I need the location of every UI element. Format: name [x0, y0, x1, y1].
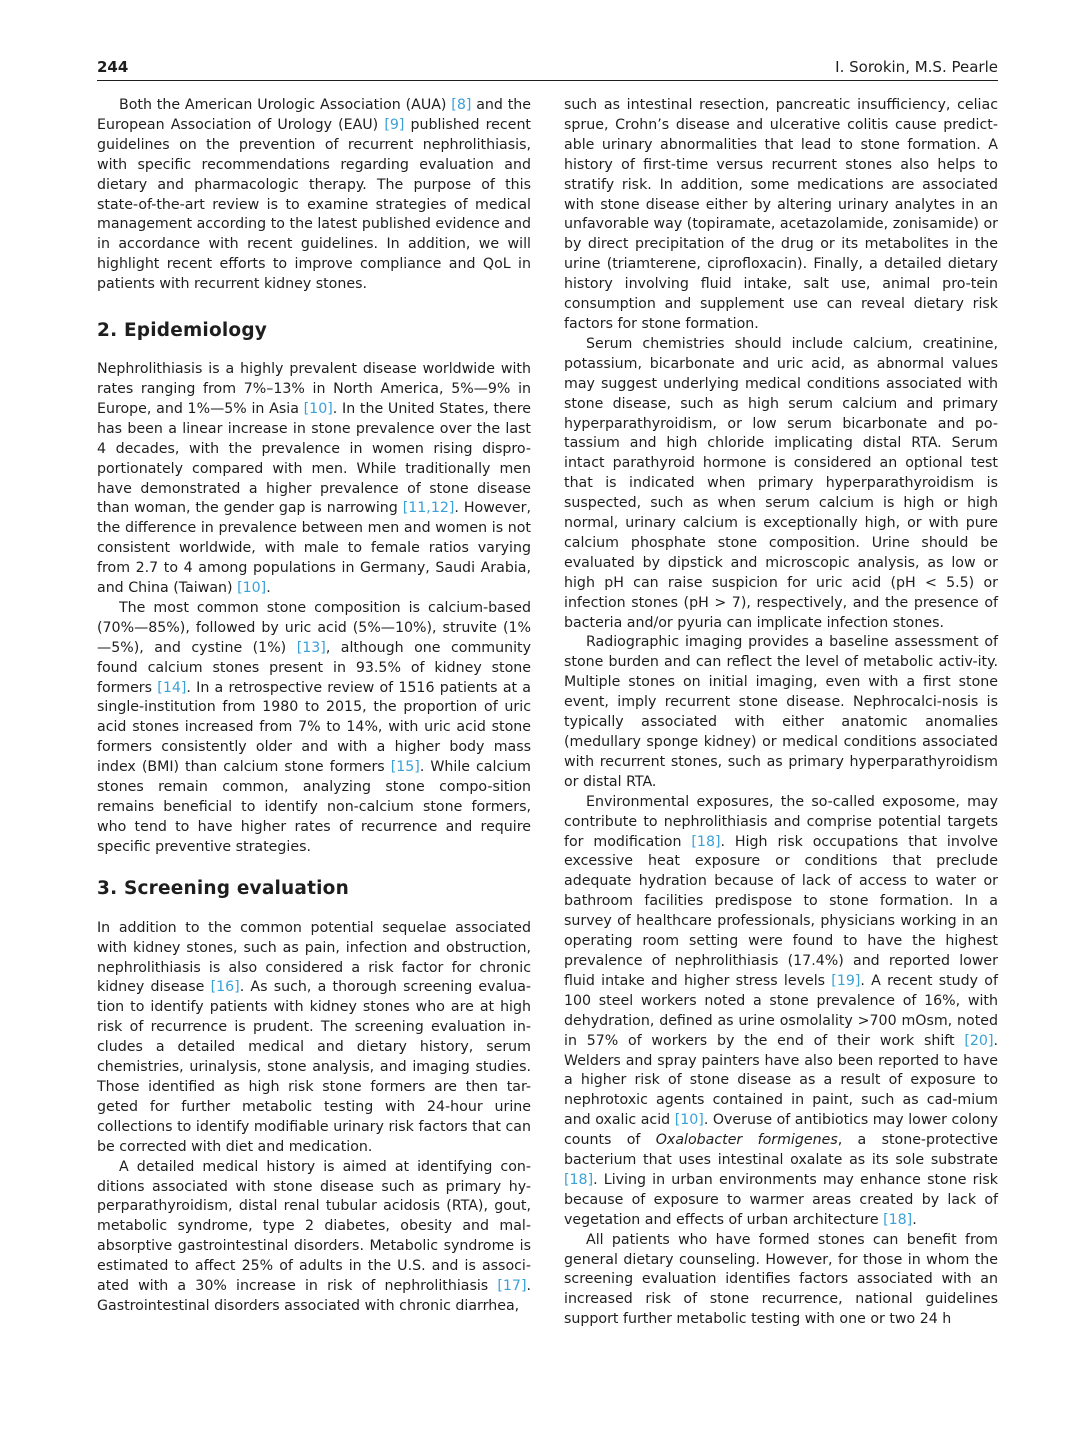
medical-history-continued-paragraph: such as intestinal resection, pancreatic insufficiency, celiac sprue, Crohn’s disease and ulcerative colitis cause predict-able urinary abnormalities that lead to stone formation. A history of first-time versus recurrent stones also helps to stratify risk. In addition, some medications are associated with stone disease either by altering urinary analytes in an unfavorable way (topiramate, acetazolamide, zonisamide) or by direct precipitation of the drug or its metabolites in the urine (triamterene, ciprofloxacin). Finally, a detailed dietary history involving fluid intake, salt use, animal pro-tein consumption and supplement use can reveal dietary risk factors for stone formation.	[564, 97, 998, 332]
epidemiology-paragraph-2: The most common stone composition is calcium-based (70%—85%), followed by uric acid (5%—10%), struvite (1%—5%), and cystine (1%) [13], although one community found calcium stones present in 93.5% of kidney stone formers [14]. In a retrospective review of 1516 patients at a single-institution from 1980 to 2015, the proportion of uric acid stones increased from 7% to 14%, with uric acid stone formers consistently older and with a higher body mass index (BMI) than calcium stone formers [15]. While calcium stones remain common, analyzing stone compo-sition remains beneficial to identify non-calcium stone formers, who tend to have higher rates of recurrence and require specific preventive strategies.	[97, 599, 531, 855]
citation-link[interactable]: [15]	[390, 759, 420, 776]
citation-link[interactable]: [19]	[831, 972, 861, 989]
citation-link[interactable]: [18]	[883, 1211, 913, 1228]
screening-paragraph-1: In addition to the common potential sequelae associated with kidney stones, such as pain, infection and obstruction, nephrolithiasis is also considered a risk factor for chronic kidney disease [16]. As such, a thorough screening evalua-tion to identify patients with kidney stones who are at high risk of recurrence is prudent. The screening evaluation in-cludes a detailed medical and dietary history, serum chemistries, urinalysis, stone analysis, and imaging studies. Those identified as high risk stone formers are then tar-geted for further metabolic testing with 24-hour urine collections to identify modifiable urinary risk factors that can be corrected with diet and medication.	[97, 919, 532, 1155]
citation-link[interactable]: [18]	[564, 1171, 594, 1188]
environmental-exposures-paragraph: Environmental exposures, the so-called exposome, may contribute to nephrolithiasis and comprise potential targets for modification [18]. High risk occupations that involve excessive heat exposure or conditions that preclude adequate hydration because of lack of access to water or bathroom facilities predispose to stone formation. In a survey of healthcare professionals, physicians working in an operating room setting were found to have the highest prevalence of nephrolithiasis (17.4%) and reported lower fluid intake and higher stress levels [19]. A recent study of 100 steel workers noted a stone prevalence of 16%, with dehydration, defined as urine osmolality >700 mOsm, noted in 57% of workers by the end of their work shift [20]. Welders and spray painters have also been reported to have a higher risk of stone disease as a result of exposure to nephrotoxic agents contained in paint, such as cad-mium and oxalic acid [10]. Overuse of antibiotics may lower colony counts of Oxalobacter formigenes, a stone-protective bacterium that uses intestinal oxalate as its sole substrate [18]. Living in urban environments may enhance stone risk because of exposure to warmer areas created by lack of vegetation and effects of urban architecture [18].	[564, 793, 998, 1228]
running-header-authors: I. Sorokin, M.S. Pearle	[835, 58, 998, 76]
serum-chemistries-paragraph: Serum chemistries should include calcium, creatinine, potassium, bicarbonate and uric acid, as abnormal values may suggest underlying medical conditions associated with stone disease, such as high serum calcium and primary hyperparathyroidism, or low serum bicarbonate and po-tassium and high chloride implicating distal RTA. Serum intact parathyroid hormone is considered an optional test that is indicated when primary hyperparathyroidism is suspected, such as when serum calcium is high or high normal, urinary calcium is exceptionally high, or with pure calcium phosphate stone composition. Urine should be evaluated by dipstick and microscopic analysis, as low or high pH can raise suspicion for uric acid (pH < 5.5) or infection stones (pH > 7), respectively, and the presence of bacteria and/or pyuria can implicate infection stones.	[564, 335, 998, 631]
citation-link[interactable]: [17]	[497, 1278, 527, 1295]
radiographic-imaging-paragraph: Radiographic imaging provides a baseline assessment of stone burden and can reflect the level of metabolic activ-ity. Multiple stones on initial imaging, even with a first stone event, imply recurrent stone disease. Nephrocalci-nosis is typically associated with either anatomic anomalies (medullary sponge kidney) or medical conditions associated with recurrent stones, such as primary hyperparathyroidism or distal RTA.	[564, 634, 998, 790]
citation-link[interactable]: [8]	[451, 97, 472, 113]
citation-link[interactable]: [16]	[210, 979, 240, 996]
section-heading-screening: 3. Screening evaluation	[97, 877, 349, 899]
intro-paragraph: Both the American Urologic Association (AUA) [8] and the European Association of Urology (EAU) [9] published recent guidelines on the prevention of recurrent nephrolithiasis, with specific recommendations regarding evaluation and dietary and pharmacologic therapy. The purpose of this state-of-the-art review is to examine strategies of medical management according to the latest published evidence and in accordance with recent guidelines. In addition, we will highlight recent efforts to improve compliance and QoL in patients with recurrent kidney stones.	[97, 97, 531, 293]
citation-link[interactable]: [10]	[674, 1112, 704, 1129]
citation-link[interactable]: [13]	[296, 639, 326, 656]
epidemiology-paragraph-1: Nephrolithiasis is a highly prevalent disease worldwide with rates ranging from 7%–13% in North America, 5%—9% in Europe, and 1%—5% in Asia [10]. In the United States, there has been a linear increase in stone prevalence over the last 4 decades, with the prevalence in women rising dispro-portionately compared with men. While traditionally men have demonstrated a higher prevalence of stone disease than woman, the gender gap is narrowing [11,12]. However, the difference in prevalence between men and women is not consistent worldwide, with male to female ratios varying from 2.7 to 4 among populations in Germany, Saudi Arabia, and China (Taiwan) [10].	[97, 361, 532, 597]
citation-link[interactable]: [10]	[303, 400, 333, 417]
screening-paragraph-2: A detailed medical history is aimed at identifying con-ditions associated with stone disease such as primary hy-perparathyroidism, distal renal tubular acidosis (RTA), gout, metabolic syndrome, type 2 diabetes, obesity and mal-absorptive gastrointestinal disorders. Metabolic syndrome is estimated to affect 25% of adults in the U.S. and is associ-ated with a 30% increase in risk of nephrolithiasis [17]. Gastrointestinal disorders associated with chronic diarrhea,	[97, 1158, 531, 1314]
dietary-counseling-paragraph: All patients who have formed stones can benefit from general dietary counseling. However, for those in whom the screening evaluation identifies factors associated with an increased risk of stone recurrence, national guidelines support further metabolic testing with one or two 24 h	[564, 1231, 998, 1328]
citation-link[interactable]: [18]	[691, 833, 721, 850]
section-heading-epidemiology: 2. Epidemiology	[97, 320, 268, 342]
header-rule	[97, 80, 998, 81]
citation-link[interactable]: [20]	[964, 1032, 994, 1049]
left-column	[97, 96, 531, 1317]
citation-link[interactable]: [10]	[237, 580, 267, 597]
page-number: 244	[97, 58, 129, 76]
species-name: Oxalobacter formigenes	[655, 1132, 838, 1149]
citation-link[interactable]: [11,12]	[402, 500, 455, 517]
citation-link[interactable]: [14]	[157, 679, 187, 696]
citation-link[interactable]: [9]	[384, 116, 405, 133]
right-column	[564, 96, 998, 1330]
